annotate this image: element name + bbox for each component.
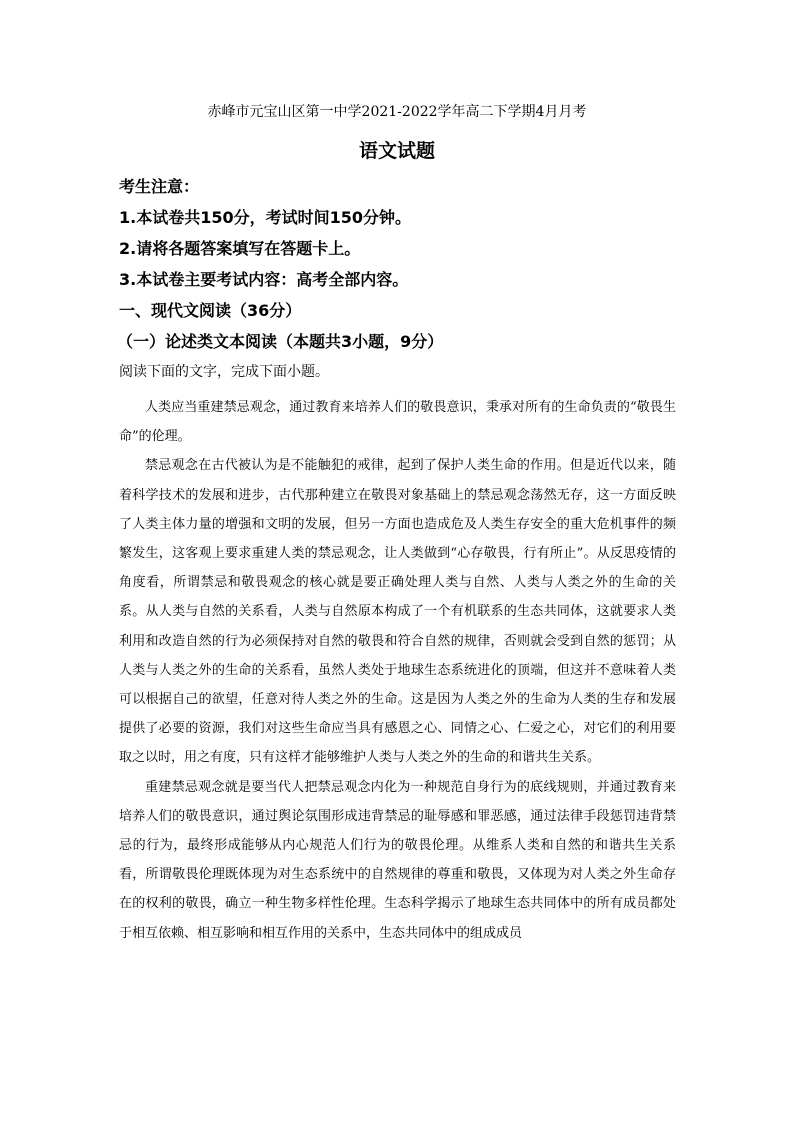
reading-passage	[119, 393, 676, 948]
notice-item-1: 1.本试卷共150分，考试时间150分钟。	[119, 208, 412, 227]
notice-item-2: 2.请将各题答案填写在答题卡上。	[119, 239, 361, 258]
exam-header: 赤峰市元宝山区第一中学2021-2022学年高二下学期4月月考	[207, 104, 587, 120]
passage-paragraph-1: 人类应当重建禁忌观念，通过教育来培养人们的敬畏意识，秉承对所有的生命负责的“敬畏生命”的伦理。	[119, 400, 676, 445]
reading-instruction: 阅读下面的文字，完成下面小题。	[119, 364, 329, 380]
passage-paragraph-2: 禁忌观念在古代被认为是不能触犯的戒律，起到了保护人类生命的作用。但是近代以来，随着科学技术的发展和进步，古代那种建立在敬畏对象基础上的禁忌观念荡然无存，这一方面反映了人类主体力量的增强和文明的发展，但另一方面也造成危及人类生存安全的重大危机事件的频繁发生，这客观上要求重建人类的禁忌观念，让人类做到“心存敬畏，行有所止”。从反思疫情的角度看，所谓禁忌和敬畏观念的核心就是要正确处理人类与自然、人类与人类之外的生命的关系。从人类与自然的关系看，人类与自然原本构成了一个有机联系的生态共同体，这就要求人类利用和改造自然的行为必须保持对自然的敬畏和符合自然的规律，否则就会受到自然的惩罚；从人类与人类之外的生命的关系看，虽然人类处于地球生态系统进化的顶端，但这并不意味着人类可以根据自己的欲望，任意对待人类之外的生命。这是因为人类之外的生命为人类的生存和发展提供了必要的资源，我们对这些生命应当具有感恩之心、同情之心、仁爱之心，对它们的利用要取之以时，用之有度，只有这样才能够维护人类与人类之外的生命的和谐共生关系。	[119, 458, 676, 766]
section-heading: 一、现代文阅读（36分）	[119, 301, 302, 320]
subsection-heading: （一）论述类文本阅读（本题共3小题，9分）	[117, 332, 444, 351]
notice-item-3: 3.本试卷主要考试内容：高考全部内容。	[119, 270, 409, 289]
page-title: 语文试题	[358, 140, 435, 162]
notice-heading: 考生注意：	[119, 177, 200, 196]
passage-paragraph-3: 重建禁忌观念就是要当代人把禁忌观念内化为一种规范自身行为的底线规则，并通过教育来培养人们的敬畏意识，通过舆论氛围形成违背禁忌的耻辱感和罪恶感，通过法律手段惩罚违背禁忌的行为，最终形成能够从内心规范人们行为的敬畏伦理。从维系人类和自然的和谐共生关系看，所谓敬畏伦理既体现为对生态系统中的自然规律的尊重和敬畏，又体现为对人类之外生命存在的权利的敬畏，确立一种生物多样性伦理。生态科学揭示了地球生态共同体中的所有成员都处于相互依赖、相互影响和相互作用的关系中，生态共同体中的组成成员	[119, 779, 676, 941]
